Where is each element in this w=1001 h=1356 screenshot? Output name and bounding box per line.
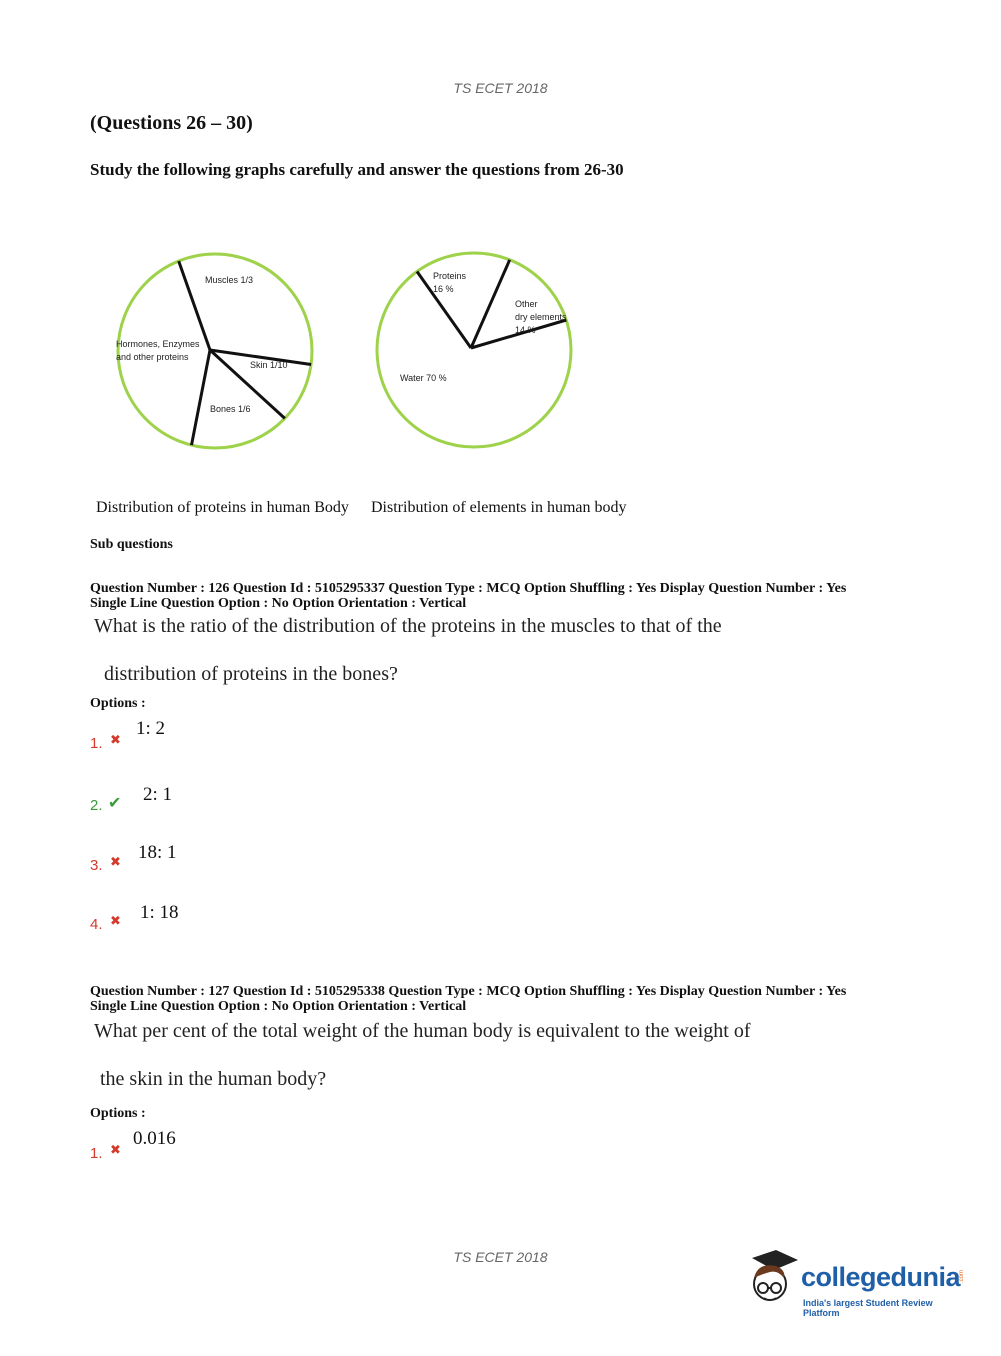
question-meta-line1: Question Number : 127 Question Id : 5105295338 Question Type : MCQ Option Shuffling : Yes Display Question Number : Yes — [90, 984, 847, 999]
options-label: Options : — [90, 696, 146, 711]
question-text-line2: distribution of proteins in the bones? — [104, 663, 398, 685]
page-header: TS ECET 2018 — [453, 80, 548, 96]
logo-domain: .com — [959, 1270, 965, 1284]
pie-rim — [377, 253, 571, 447]
question-meta-line2: Single Line Question Option : No Option Orientation : Vertical — [90, 596, 467, 611]
logo-tagline: India's largest Student Review Platform — [803, 1298, 933, 1318]
question-text-line1: What per cent of the total weight of the human body is equivalent to the weight of — [94, 1020, 751, 1042]
logo-wordmark: collegedunia — [801, 1262, 961, 1292]
question-text-line2: the skin in the human body? — [100, 1068, 327, 1090]
page-footer: TS ECET 2018 — [453, 1249, 548, 1265]
cross-icon: ✖ — [110, 855, 121, 870]
cross-icon: ✖ — [110, 1143, 121, 1158]
pie-slice-divider — [417, 272, 471, 349]
options-label: Options : — [90, 1106, 146, 1121]
pie-slice-label: Bones 1/6 — [210, 404, 251, 414]
option-value: 2: 1 — [143, 784, 173, 805]
option-number: 3. — [90, 857, 103, 874]
option-number: 1. — [90, 735, 103, 752]
pie-slice-label: Muscles 1/3 — [205, 275, 254, 285]
question-meta-line1: Question Number : 126 Question Id : 5105295337 Question Type : MCQ Option Shuffling : Yes Display Question Number : Yes — [90, 581, 847, 596]
section-title: (Questions 26 – 30) — [90, 112, 253, 134]
option-value: 18: 1 — [138, 842, 177, 863]
pie-slice-divider — [192, 350, 211, 445]
pie-charts — [100, 240, 600, 470]
mascot-icon — [740, 1248, 800, 1314]
pie-slice-label: Other dry elements 14 % — [515, 299, 567, 335]
pie-slice-label: Skin 1/10 — [250, 360, 288, 370]
section-instruction: Study the following graphs carefully and answer the questions from 26-30 — [90, 160, 624, 179]
sub-questions-label: Sub questions — [90, 537, 173, 552]
pie-chart-elements — [377, 253, 571, 447]
option-value: 0.016 — [133, 1128, 176, 1149]
pie-slice-divider — [471, 260, 510, 348]
pie-chart-proteins — [116, 254, 312, 448]
collegedunia-logo[interactable] — [740, 1248, 970, 1318]
chart-caption-elements: Distribution of elements in human body — [371, 499, 627, 516]
cross-icon: ✖ — [110, 914, 121, 929]
question-meta-line2: Single Line Question Option : No Option Orientation : Vertical — [90, 999, 467, 1014]
option-number: 2. — [90, 797, 103, 814]
pie-slice-label: Proteins 16 % — [433, 271, 467, 294]
option-value: 1: 2 — [136, 718, 166, 739]
cross-icon: ✖ — [110, 733, 121, 748]
option-number: 1. — [90, 1145, 103, 1162]
option-value: 1: 18 — [140, 902, 179, 923]
pie-slice-label: Hormones, Enzymes and other proteins — [116, 339, 200, 362]
question-text-line1: What is the ratio of the distribution of the proteins in the muscles to that of the — [94, 615, 722, 637]
option-number: 4. — [90, 916, 103, 933]
chart-caption-proteins: Distribution of proteins in human Body — [96, 499, 349, 516]
check-icon: ✔ — [108, 793, 122, 812]
pie-slice-label: Water 70 % — [400, 373, 447, 383]
